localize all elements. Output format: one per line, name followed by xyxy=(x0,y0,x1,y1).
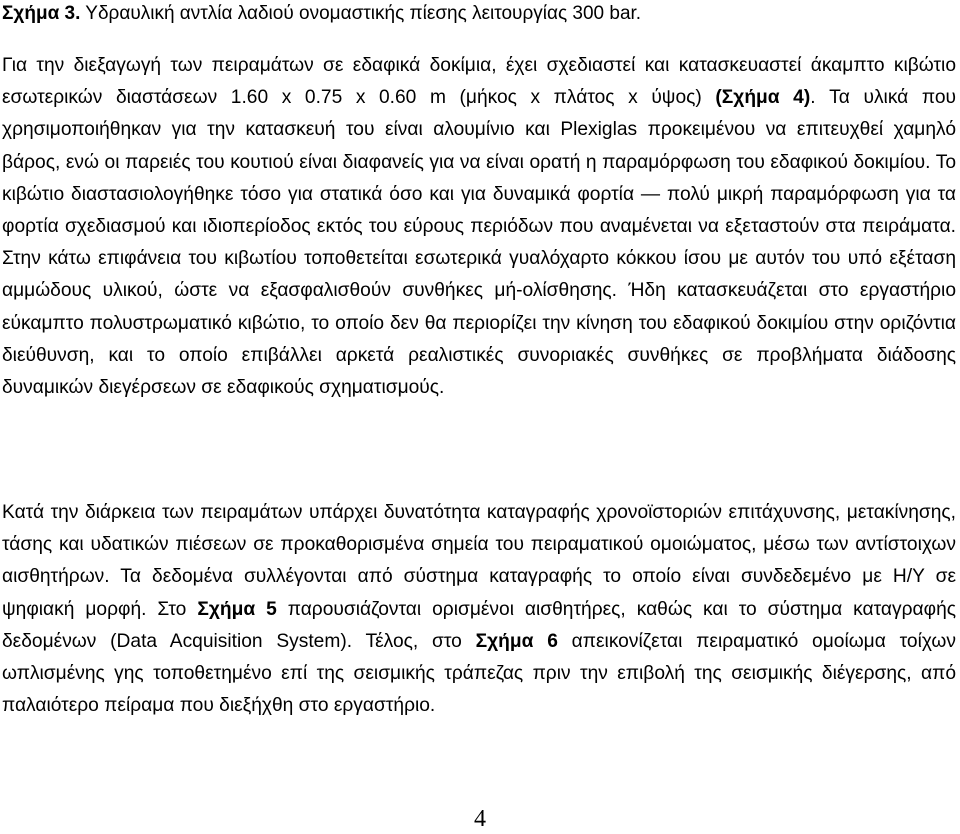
paragraph-2-part-1: Κατά την διάρκεια των πειραμάτων υπάρχει δυνατότητα καταγραφής χρονοϊστοριών επιτάχυνσης, μετακίνησης, τάσης και υδατικών πιέσεων σε προκαθορισμένα σημεία του πειραματικού ομοιώματος, μέσω των αντίστοιχων αισθητήρων. Τα δεδομένα συλλέγονται από σύστημα καταγραφής το οποίο είναι συνδεδεμένο με Η/Υ σε ψηφιακή μορφή. Στο xyxy=(2,502,956,620)
figure-caption-text: Υδραυλική αντλία λαδιού ονομαστικής πίεσης λειτουργίας 300 bar. xyxy=(80,3,642,24)
paragraph-1-part-2: . Τα υλικά που χρησιμοποιήθηκαν για την κατασκευή του είναι αλουμίνιο και Plexiglas προκειμένου να επιτευχθεί χαμηλό βάρος, ενώ οι παρειές του κουτιού είναι διαφανείς για να είναι ορατή η παραμόρφωση του εδαφικού δοκιμίου. Το κιβώτιο διαστασιολογήθηκε τόσο για στατικά όσο και για δυναμικά φορτία — πολύ μικρή παραμόρφωση για τα φορτία σχεδιασμού και ιδιοπερίοδος εκτός του εύρους περιόδων που αναμένεται να εξεταστούν στα πειράματα. Στην κάτω επιφάνεια του κιβωτίου τοποθετείται εσωτερικά γυαλόχαρτο κόκκου ίσου με αυτόν του υπό εξέταση αμμώδους υλικού, ώστε να εξασφαλισθούν συνθήκες μή-ολίσθησης. Ήδη κατασκευάζεται στο εργαστήριο εύκαμπτο πολυστρωματικό κιβώτιο, το οποίο δεν θα περιορίζει την κίνηση του εδαφικού δοκιμίου στην οριζόντια διεύθυνση, και το οποίο επιβάλλει αρκετά ρεαλιστικές συνοριακές συνθήκες σε προβλήματα διάδοσης δυναμικών διεγέρσεων σε εδαφικούς σχηματισμούς. xyxy=(2,87,956,399)
paragraph-2-part-3: απεικονίζεται πειραματικό ομοίωμα τοίχων ωπλισμένης γης τοποθετημένο επί της σεισμικής τράπεζας πριν την επιβολή της σεισμικής διέγερσης, από παλαιότερο πείραμα που διεξήχθη στο εργαστήριο. xyxy=(2,630,956,717)
figure-5-reference: Σχήμα 5 xyxy=(197,598,277,620)
figure-6-reference: Σχήμα 6 xyxy=(475,630,558,652)
paragraph-1-part-1: Για την διεξαγωγή των πειραμάτων σε εδαφικά δοκίμια, έχει σχεδιαστεί και κατασκευαστεί άκαμπτο κιβώτιο εσωτερικών διαστάσεων 1.60 x 0.75 x 0.60 m (μήκος x πλάτος x ύψος) xyxy=(2,55,956,109)
paragraph-2-part-2: παρουσιάζονται ορισμένοι αισθητήρες, καθώς και το σύστημα καταγραφής δεδομένων (Data Acquisition System). Τέλος, στο xyxy=(2,598,956,652)
figure-4-reference: (Σχήμα 4) xyxy=(715,87,811,109)
paragraph-instrumentation xyxy=(2,497,956,722)
figure-caption-label: Σχήμα 3. xyxy=(2,3,81,24)
paragraph-box-description xyxy=(2,50,956,404)
page-number: 4 xyxy=(474,806,486,832)
figure-caption xyxy=(2,0,952,28)
